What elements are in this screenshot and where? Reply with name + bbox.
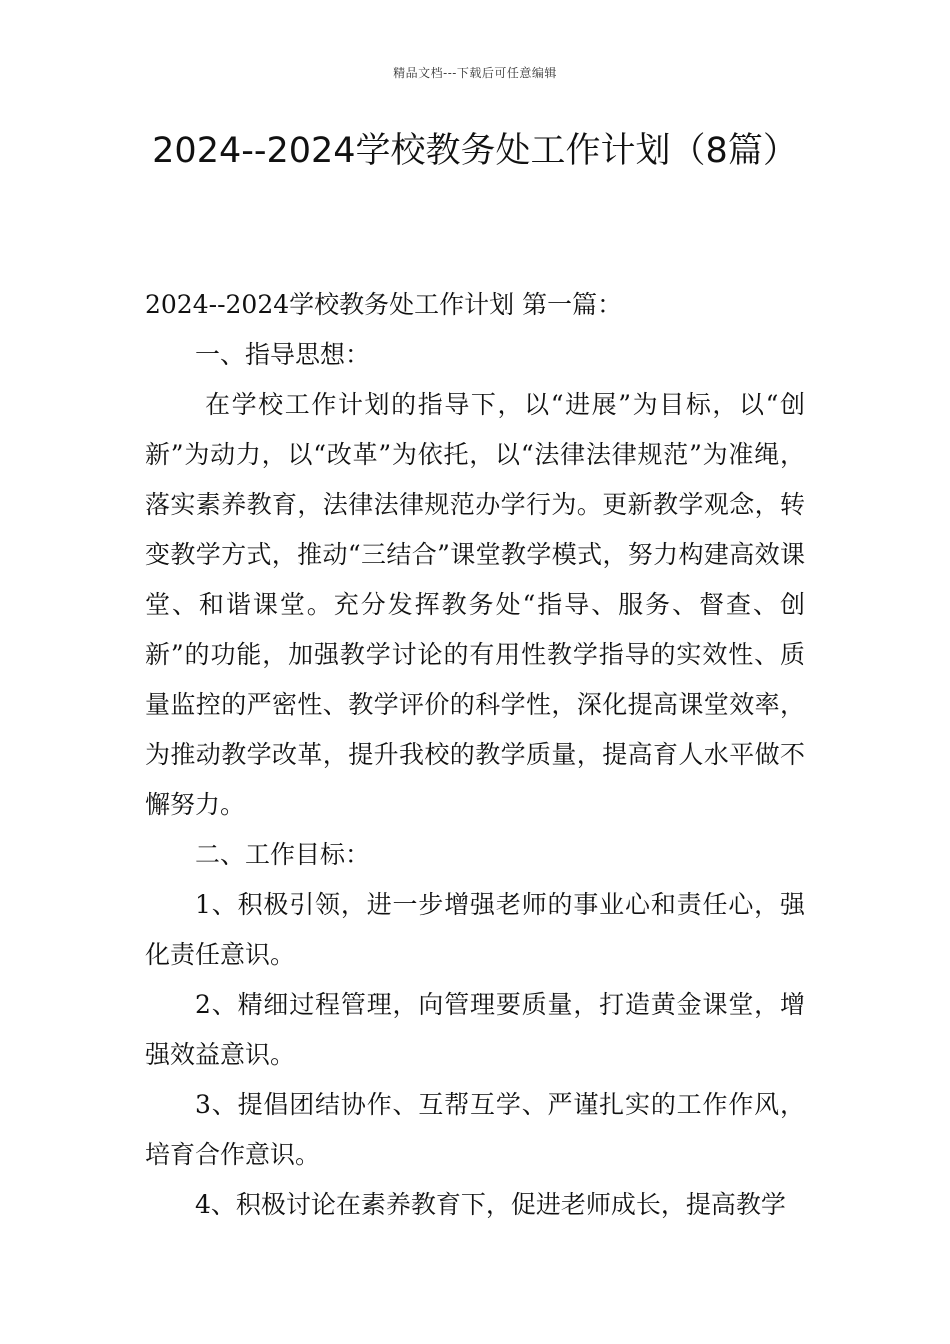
goal-item: 2、精细过程管理，向管理要质量，打造黄金课堂，增强效益意识。 <box>145 990 805 1069</box>
header-note: 精品文档---下载后可任意编辑 <box>393 66 557 80</box>
goal-item: 4、积极讨论在素养教育下，促进老师成长，提高教学 <box>195 1190 786 1219</box>
goals-heading: 二、工作目标： <box>195 840 371 869</box>
goal-item: 3、提倡团结协作、互帮互学、严谨扎实的工作作风，培育合作意识。 <box>145 1090 805 1169</box>
guiding-paragraph: 在学校工作计划的指导下，以“进展”为目标，以“创新”为动力，以“改革”为依托，以“法律法律规范”为准绳，落实素养教育，法律法律规范办学行为。更新教学观念，转变教学方式，推动“三结合”课堂教学模式，努力构建高效课堂、和谐课堂。充分发挥教务处“指导、服务、督查、创新”的功能，加强教学讨论的有用性教学指导的实效性、质量监控的严密性、教学评价的科学性，深化提高课堂效率，为推动教学改革，提升我校的教学质量，提高育人水平做不懈努力。 <box>145 390 805 819</box>
guiding-heading: 一、指导思想： <box>195 340 371 369</box>
goal-item: 1、积极引领，进一步增强老师的事业心和责任心，强化责任意识。 <box>145 890 805 969</box>
document-title: 2024--2024学校教务处工作计划（8篇） <box>152 131 798 171</box>
section-heading: 2024--2024学校教务处工作计划 第一篇： <box>145 290 623 319</box>
document-body <box>145 280 805 1230</box>
